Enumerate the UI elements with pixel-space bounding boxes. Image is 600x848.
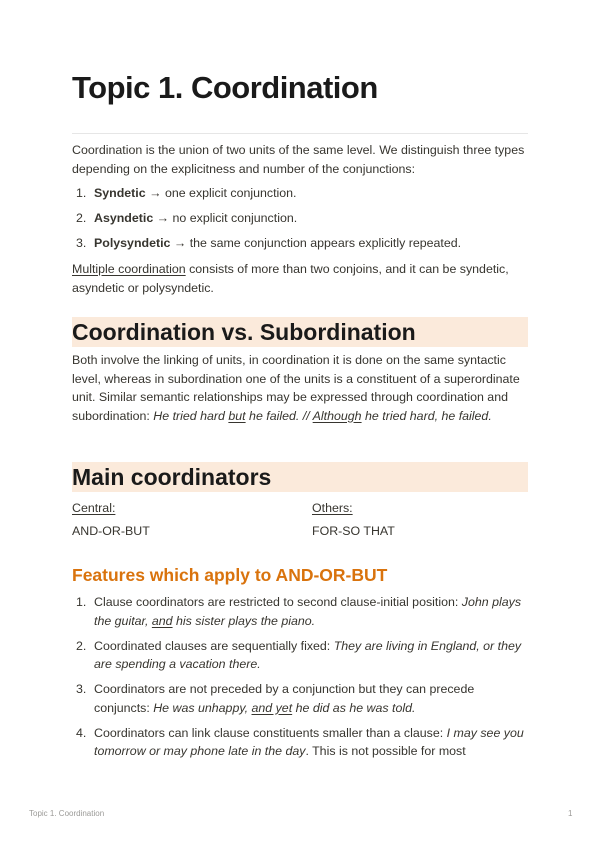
list-item: 2. Asyndetic → no explicit conjunction.	[76, 211, 298, 225]
list-item: 4. Coordinators can link clause constituents smaller than a clause: I may see you tomorrow or may phone late in the day. This is not possible for most	[76, 725, 524, 758]
central-label: Central:	[72, 501, 116, 515]
coord-vs-sub-paragraph: Both involve the linking of units, in coordination it is done on the same syntactic level, whereas in subordination one of the units is a constituent of a superordinate unit. Similar semantic relationships may be expressed through coordination and subordination: He tried hard but he failed. // Although he tried hard, he failed.	[72, 353, 520, 423]
others-column	[312, 499, 395, 540]
title-divider	[72, 133, 528, 134]
section-heading-features: Features which apply to AND-OR-BUT	[72, 565, 388, 585]
footer-title: Topic 1. Coordination	[29, 809, 105, 818]
list-item: 2. Coordinated clauses are sequentially fixed: They are living in England, or they are spending a vacation there.	[76, 638, 522, 671]
features-list	[72, 593, 528, 761]
list-item: 3. Polysyndetic → the same conjunction appears explicitly repeated.	[76, 236, 462, 250]
multiple-coordination-paragraph: Multiple coordination consists of more than two conjoins, and it can be syndetic, asyndetic or polysyndetic.	[72, 262, 509, 295]
section-heading-main-coordinators: Main coordinators	[72, 462, 528, 492]
others-value: FOR-SO THAT	[312, 524, 395, 538]
central-column	[72, 499, 150, 540]
page-number: 1	[568, 809, 573, 818]
central-value: AND-OR-BUT	[72, 524, 150, 538]
intro-paragraph: Coordination is the union of two units of the same level. We distinguish three types depending on the explicitness and number of the conjunctions:	[72, 143, 525, 176]
coordination-types-list	[72, 184, 528, 253]
list-item: 1. Syndetic → one explicit conjunction.	[76, 186, 297, 200]
others-label: Others:	[312, 501, 353, 515]
list-item: 3. Coordinators are not preceded by a conjunction but they can precede conjuncts: He was unhappy, and yet he did as he was told.	[76, 682, 475, 715]
page-title: Topic 1. Coordination	[72, 70, 378, 105]
list-item: 1. Clause coordinators are restricted to second clause-initial position: John plays the guitar, and his sister plays the piano.	[76, 595, 522, 628]
section-heading-coord-vs-sub: Coordination vs. Subordination	[72, 317, 528, 347]
